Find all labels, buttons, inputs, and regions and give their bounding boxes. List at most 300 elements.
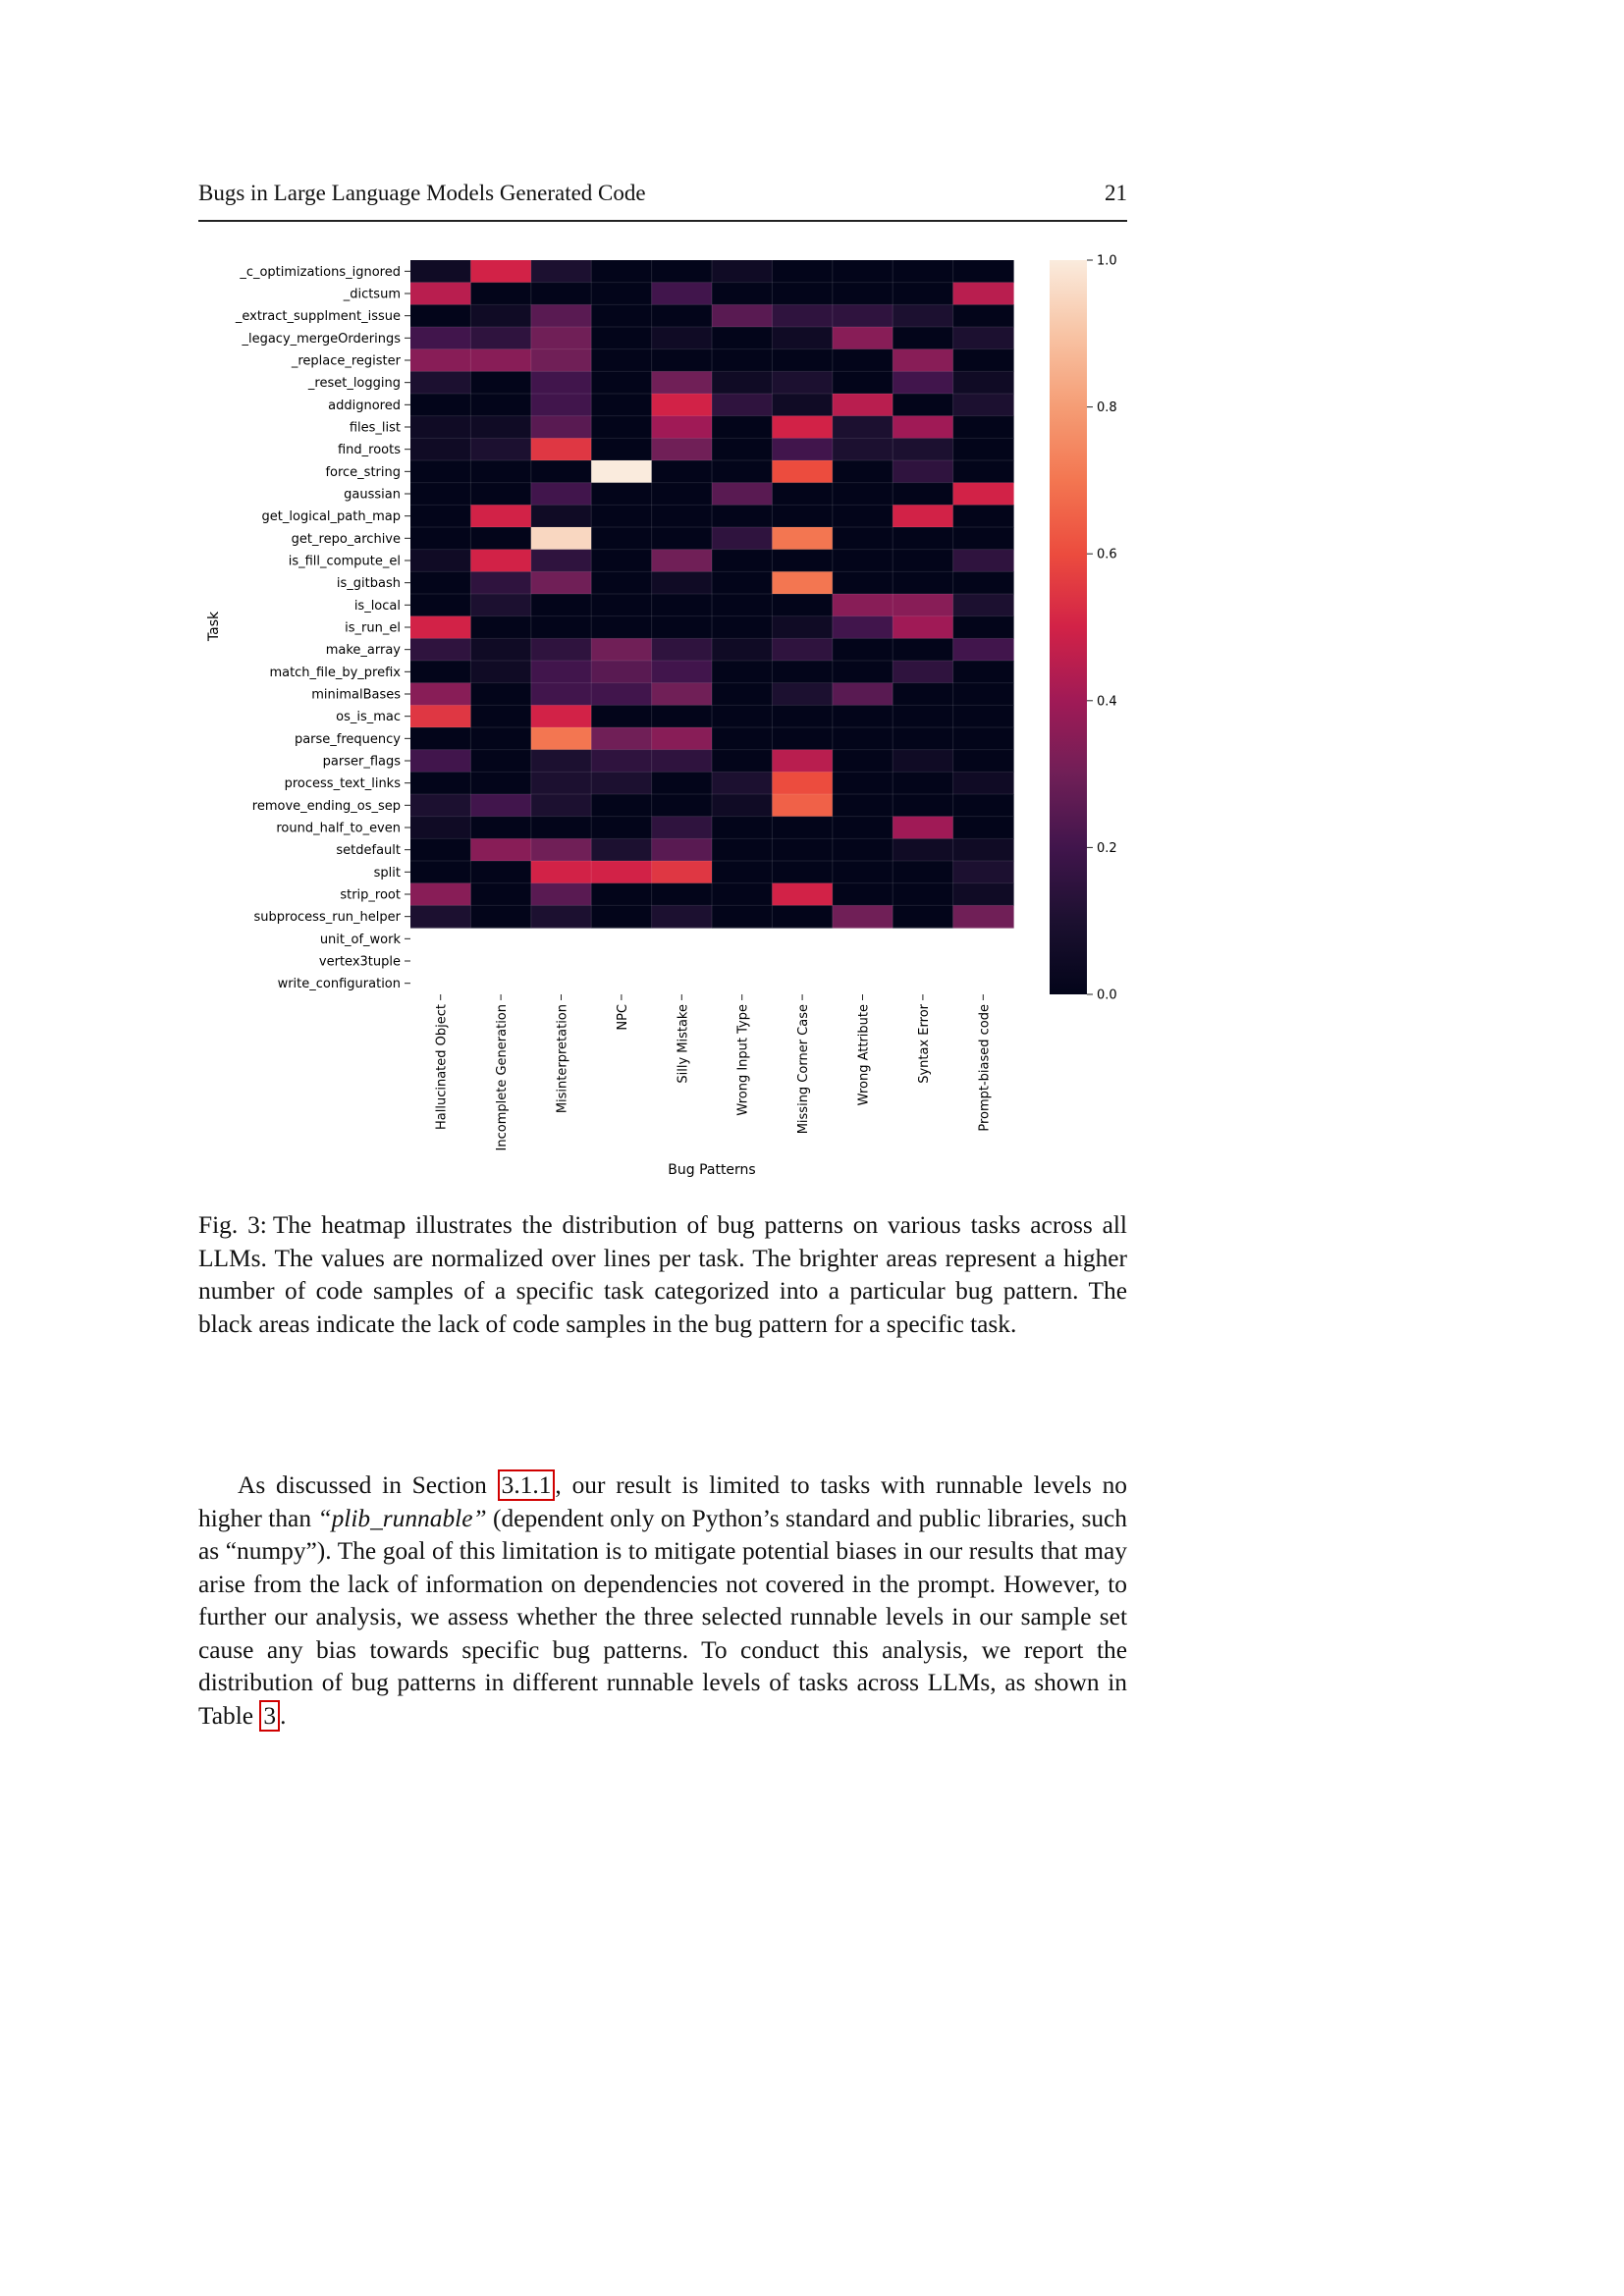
heatmap-cell xyxy=(652,349,713,372)
heatmap-cell xyxy=(531,394,592,416)
heatmap-cell xyxy=(893,883,953,906)
x-tick-label: NPC xyxy=(615,1004,630,1031)
heatmap-cell xyxy=(833,661,893,683)
heatmap-cell xyxy=(470,304,531,327)
heatmap-cell xyxy=(712,616,773,639)
y-tick-label: os_is_mac xyxy=(336,710,401,725)
heatmap-cell xyxy=(410,883,471,906)
caption-label: Fig. 3: xyxy=(198,1211,267,1239)
heatmap-cell xyxy=(470,661,531,683)
y-tick-label: make_array xyxy=(325,643,401,659)
y-tick-label: split xyxy=(373,865,401,881)
heatmap-cell xyxy=(772,794,833,817)
heatmap-cell xyxy=(470,905,531,928)
heatmap-cell xyxy=(410,661,471,683)
heatmap-cell xyxy=(591,283,652,305)
heatmap-cell xyxy=(410,794,471,817)
heatmap-cell xyxy=(652,260,713,283)
heatmap-cell xyxy=(470,550,531,572)
heatmap-cell xyxy=(772,505,833,527)
heatmap-cell xyxy=(652,327,713,349)
heatmap-cell xyxy=(772,527,833,550)
heatmap-cell xyxy=(410,772,471,794)
heatmap-cell xyxy=(712,304,773,327)
colorbar-tick-label: 0.6 xyxy=(1097,547,1117,562)
heatmap-cell xyxy=(893,483,953,506)
heatmap-cell xyxy=(953,750,1014,773)
y-tick-label: strip_root xyxy=(340,887,401,903)
heatmap-cell xyxy=(410,283,471,305)
heatmap-cell xyxy=(591,416,652,439)
section-ref-link[interactable]: 3.1.1 xyxy=(498,1469,556,1501)
heatmap-cell xyxy=(953,327,1014,349)
heatmap-cell xyxy=(712,283,773,305)
y-tick-label: round_half_to_even xyxy=(276,821,401,836)
heatmap-cell xyxy=(470,505,531,527)
heatmap-cell xyxy=(531,594,592,616)
heatmap-cell xyxy=(953,483,1014,506)
heatmap-cell xyxy=(772,460,833,483)
heatmap-cell xyxy=(712,638,773,661)
heatmap-cell xyxy=(531,438,592,460)
heatmap-cell xyxy=(531,550,592,572)
y-tick-label: write_configuration xyxy=(277,977,401,992)
heatmap-cell xyxy=(531,817,592,839)
heatmap-cell xyxy=(712,460,773,483)
heatmap-cell xyxy=(712,794,773,817)
heatmap-cell xyxy=(591,883,652,906)
heatmap-cell xyxy=(410,304,471,327)
heatmap-cell xyxy=(410,460,471,483)
heatmap-cell xyxy=(531,905,592,928)
heatmap-cell xyxy=(652,283,713,305)
heatmap-cell xyxy=(652,861,713,883)
colorbar-tick-label: 0.0 xyxy=(1097,988,1117,1003)
heatmap-cell xyxy=(772,838,833,861)
heatmap-cell xyxy=(772,394,833,416)
heatmap-cell xyxy=(893,772,953,794)
heatmap-cell xyxy=(893,349,953,372)
heatmap-cell xyxy=(833,438,893,460)
heatmap-cell xyxy=(531,349,592,372)
heatmap-cell xyxy=(893,838,953,861)
heatmap-cell xyxy=(531,883,592,906)
heatmap-cell xyxy=(531,460,592,483)
heatmap-cell xyxy=(531,483,592,506)
heatmap-cell xyxy=(591,838,652,861)
heatmap-cell xyxy=(410,594,471,616)
heatmap-cell xyxy=(531,661,592,683)
heatmap-cell xyxy=(772,550,833,572)
y-tick-label: find_roots xyxy=(337,443,401,458)
heatmap-cell xyxy=(953,817,1014,839)
heatmap-cell xyxy=(712,727,773,750)
running-title: Bugs in Large Language Models Generated Code xyxy=(198,181,646,205)
heatmap-cell xyxy=(410,327,471,349)
y-tick-label: _dictsum xyxy=(343,287,401,302)
heatmap-cell xyxy=(652,571,713,594)
heatmap-cell xyxy=(470,883,531,906)
heatmap-cell xyxy=(893,438,953,460)
heatmap-cell xyxy=(953,394,1014,416)
heatmap-cell xyxy=(470,727,531,750)
heatmap-cell xyxy=(893,750,953,773)
x-tick-label: Missing Corner Case xyxy=(796,1004,812,1135)
heatmap-cell xyxy=(953,861,1014,883)
heatmap-cell xyxy=(712,750,773,773)
heatmap-cell xyxy=(591,638,652,661)
heatmap-cell xyxy=(772,571,833,594)
heatmap-cell xyxy=(893,527,953,550)
heatmap-cell xyxy=(531,416,592,439)
heatmap-cell xyxy=(591,861,652,883)
heatmap-cell xyxy=(410,527,471,550)
heatmap-cell xyxy=(470,283,531,305)
heatmap-cell xyxy=(833,638,893,661)
heatmap-cell xyxy=(953,905,1014,928)
heatmap-cell xyxy=(953,460,1014,483)
colorbar-tick-label: 1.0 xyxy=(1097,253,1117,269)
heatmap-cell xyxy=(652,460,713,483)
heatmap-cell xyxy=(410,371,471,394)
heatmap-cell xyxy=(712,416,773,439)
heatmap-cell xyxy=(833,861,893,883)
y-tick-label: parse_frequency xyxy=(294,731,401,747)
paragraph-text: , our result is limited to tasks with runnable levels no higher than xyxy=(198,1471,1127,1532)
heatmap-cell xyxy=(712,594,773,616)
heatmap-cell xyxy=(772,817,833,839)
heatmap-cell xyxy=(410,416,471,439)
heatmap-cell xyxy=(772,772,833,794)
heatmap-cell xyxy=(470,817,531,839)
heatmap-cell xyxy=(772,683,833,706)
y-tick-label: get_logical_path_map xyxy=(261,509,401,525)
heatmap-cell xyxy=(531,683,592,706)
heatmap-cell xyxy=(531,505,592,527)
heatmap-cell xyxy=(893,861,953,883)
y-tick-label: setdefault xyxy=(336,843,401,859)
heatmap-cell xyxy=(833,394,893,416)
heatmap-cell xyxy=(652,705,713,727)
heatmap-cell xyxy=(712,772,773,794)
y-tick-label: process_text_links xyxy=(284,776,401,792)
heatmap-cell xyxy=(772,727,833,750)
heatmap-cell xyxy=(893,327,953,349)
heatmap-cell xyxy=(410,438,471,460)
y-tick-label: gaussian xyxy=(344,487,401,503)
heatmap-cell xyxy=(833,527,893,550)
heatmap-cell xyxy=(772,861,833,883)
heatmap-cell xyxy=(893,705,953,727)
heatmap-cell xyxy=(833,905,893,928)
heatmap-cell xyxy=(772,371,833,394)
heatmap-cell xyxy=(591,727,652,750)
heatmap-cell xyxy=(531,304,592,327)
heatmap-cell xyxy=(591,905,652,928)
heatmap-cell xyxy=(591,772,652,794)
heatmap-cell xyxy=(470,794,531,817)
heatmap-cell xyxy=(833,683,893,706)
heatmap-cell xyxy=(591,394,652,416)
heatmap-cell xyxy=(470,838,531,861)
heatmap-cell xyxy=(470,571,531,594)
heatmap-cell xyxy=(893,571,953,594)
heatmap-cell xyxy=(531,750,592,773)
heatmap-cell xyxy=(591,817,652,839)
heatmap-cell xyxy=(953,527,1014,550)
y-tick-label: parser_flags xyxy=(322,754,401,770)
colorbar-ticks xyxy=(1087,254,1117,1003)
heatmap-cell xyxy=(833,772,893,794)
heatmap-cell xyxy=(591,571,652,594)
heatmap-cell xyxy=(712,683,773,706)
heatmap-cell xyxy=(531,571,592,594)
heatmap-cell xyxy=(531,283,592,305)
heatmap-cell xyxy=(531,772,592,794)
y-tick-label: files_list xyxy=(349,420,401,436)
heatmap-cell xyxy=(953,705,1014,727)
heatmap-cell xyxy=(712,349,773,372)
heatmap-cell xyxy=(470,460,531,483)
heatmap-cell xyxy=(953,416,1014,439)
heatmap-cell xyxy=(410,505,471,527)
heatmap-cell xyxy=(712,394,773,416)
heatmap-cell xyxy=(591,260,652,283)
y-tick-label: subprocess_run_helper xyxy=(253,910,401,926)
heatmap-cell xyxy=(531,371,592,394)
heatmap-cell xyxy=(953,727,1014,750)
heatmap-cell xyxy=(531,327,592,349)
y-tick-labels xyxy=(235,265,410,991)
heatmap-cell xyxy=(531,838,592,861)
table-ref-link[interactable]: 3 xyxy=(259,1700,280,1732)
heatmap-cell xyxy=(591,705,652,727)
heatmap-cell xyxy=(410,750,471,773)
colorbar-tick-label: 0.2 xyxy=(1097,840,1117,856)
heatmap-cell xyxy=(953,772,1014,794)
y-tick-label: is_run_el xyxy=(345,620,401,636)
heatmap-cell xyxy=(893,371,953,394)
heatmap-cell xyxy=(712,371,773,394)
y-tick-label: force_string xyxy=(325,464,401,480)
heatmap-cell xyxy=(953,794,1014,817)
heatmap-cell xyxy=(772,750,833,773)
heatmap-cell xyxy=(953,505,1014,527)
heatmap-cell xyxy=(470,327,531,349)
heatmap-cell xyxy=(893,304,953,327)
heatmap-cell xyxy=(470,349,531,372)
heatmap-cell xyxy=(531,705,592,727)
heatmap-cell xyxy=(953,571,1014,594)
heatmap-cell xyxy=(652,483,713,506)
heatmap-cell xyxy=(833,794,893,817)
heatmap-cell xyxy=(772,905,833,928)
heatmap-cell xyxy=(591,505,652,527)
heatmap-cell xyxy=(410,705,471,727)
heatmap-cell xyxy=(772,705,833,727)
heatmap-cell xyxy=(772,304,833,327)
heatmap-cell xyxy=(652,438,713,460)
y-tick-label: _c_optimizations_ignored xyxy=(240,264,401,280)
y-tick-label: remove_ending_os_sep xyxy=(251,798,401,814)
heatmap-cell xyxy=(953,304,1014,327)
heatmap-cell xyxy=(953,638,1014,661)
heatmap-cell xyxy=(410,550,471,572)
heatmap-cell xyxy=(410,638,471,661)
x-tick-label: Syntax Error xyxy=(916,1004,932,1084)
heatmap-cell xyxy=(410,349,471,372)
heatmap-cell xyxy=(833,750,893,773)
heatmap-cell xyxy=(712,861,773,883)
heatmap-cell xyxy=(591,550,652,572)
heatmap-cell xyxy=(470,772,531,794)
y-tick-label: get_repo_archive xyxy=(291,531,401,547)
y-tick-label: unit_of_work xyxy=(319,932,401,947)
heatmap-cell xyxy=(712,483,773,506)
y-tick-label: minimalBases xyxy=(311,687,401,703)
heatmap-cell xyxy=(772,483,833,506)
heatmap-cell xyxy=(591,327,652,349)
heatmap-cell xyxy=(410,727,471,750)
heatmap-cell xyxy=(652,661,713,683)
heatmap-cell xyxy=(833,705,893,727)
heatmap-cell xyxy=(470,616,531,639)
y-tick-label: is_fill_compute_el xyxy=(288,554,401,569)
heatmap-cell xyxy=(652,304,713,327)
heatmap-cell xyxy=(470,683,531,706)
heatmap-cell xyxy=(652,794,713,817)
heatmap-cell xyxy=(953,260,1014,283)
heatmap-cell xyxy=(591,371,652,394)
heatmap-cell xyxy=(772,594,833,616)
y-tick-label: is_local xyxy=(353,598,401,614)
heatmap-cell xyxy=(652,727,713,750)
heatmap-cell xyxy=(652,683,713,706)
x-axis-label: Bug Patterns xyxy=(668,1162,756,1178)
heatmap-cell xyxy=(833,505,893,527)
heatmap-cell xyxy=(893,394,953,416)
heatmap-cell xyxy=(531,638,592,661)
heatmap-cell xyxy=(591,483,652,506)
heatmap-cell xyxy=(652,817,713,839)
y-tick-label: _legacy_mergeOrderings xyxy=(242,331,401,347)
heatmap-cell xyxy=(833,349,893,372)
heatmap-cell xyxy=(772,260,833,283)
heatmap-cell xyxy=(953,550,1014,572)
heatmap-cell xyxy=(470,594,531,616)
heatmap-cell xyxy=(531,727,592,750)
paragraph-text: (dependent only on Python’s standard and public libraries, such as “numpy”). The goal of this limitation is to mitigate potential biases in our results that may arise from the lack of information on dependencies not covered in the prompt. However, to further our analysis, we assess whether the three selected runnable levels in our sample set cause any bias towards specific bug patterns. To conduct this analysis, we report the distribution of bug patterns in different runnable levels of tasks across LLMs, as shown in Table xyxy=(198,1504,1127,1730)
heatmap-cell xyxy=(953,661,1014,683)
heatmap-cell xyxy=(410,817,471,839)
heatmap-cell xyxy=(833,594,893,616)
heatmap-cell xyxy=(893,550,953,572)
y-tick-label: _reset_logging xyxy=(307,376,401,392)
figure-caption xyxy=(198,1209,1127,1341)
y-tick-label: _extract_supplment_issue xyxy=(235,309,401,325)
caption-text: The heatmap illustrates the distribution of bug patterns on various tasks across all LLMs. The values are normalized over lines per task. The brighter areas represent a higher number of code samples of a specific task categorized into a particular bug pattern. The black areas indicate the lack of code samples in the bug pattern for a specific task. xyxy=(198,1211,1127,1338)
heatmap-cell xyxy=(893,616,953,639)
heatmap-cell xyxy=(591,594,652,616)
heatmap-cell xyxy=(893,817,953,839)
heatmap-cell xyxy=(591,750,652,773)
x-tick-label: Hallucinated Object xyxy=(434,1004,450,1130)
heatmap-cell xyxy=(591,683,652,706)
heatmap-cell xyxy=(953,616,1014,639)
heatmap-cell xyxy=(833,304,893,327)
heatmap-cell xyxy=(652,905,713,928)
heatmap-cell xyxy=(953,371,1014,394)
heatmap-cell xyxy=(712,260,773,283)
y-tick-label: vertex3tuple xyxy=(318,954,401,970)
heatmap-cell xyxy=(470,260,531,283)
x-tick-label: Silly Mistake xyxy=(676,1004,691,1084)
x-tick-labels xyxy=(435,994,993,1150)
heatmap-cell xyxy=(953,883,1014,906)
heatmap-cell xyxy=(470,861,531,883)
heatmap-cell xyxy=(591,304,652,327)
heatmap-cell xyxy=(953,683,1014,706)
heatmap-cell xyxy=(833,838,893,861)
y-tick-label: addignored xyxy=(328,398,401,413)
heatmap-cell xyxy=(470,638,531,661)
heatmap-cell xyxy=(410,571,471,594)
x-tick-label: Prompt-biased code xyxy=(977,1004,993,1132)
heatmap-cell xyxy=(652,505,713,527)
heatmap-cell xyxy=(833,327,893,349)
heatmap-cell xyxy=(772,438,833,460)
heatmap-cell xyxy=(591,661,652,683)
heatmap-cell xyxy=(833,571,893,594)
colorbar xyxy=(1050,260,1087,994)
heatmap-cell xyxy=(410,394,471,416)
heatmap-cell xyxy=(652,638,713,661)
heatmap-cell xyxy=(652,527,713,550)
heatmap-cell xyxy=(712,327,773,349)
heatmap-cell xyxy=(893,727,953,750)
heatmap-cell xyxy=(893,594,953,616)
heatmap-cell xyxy=(772,616,833,639)
heatmap-cell xyxy=(893,460,953,483)
x-tick-label: Wrong Input Type xyxy=(735,1004,751,1116)
heatmap-cell xyxy=(833,616,893,639)
heatmap-cell xyxy=(712,438,773,460)
heatmap-cell xyxy=(591,794,652,817)
heatmap-cell xyxy=(953,283,1014,305)
heatmap-cell xyxy=(712,838,773,861)
heatmap-cell xyxy=(470,438,531,460)
heatmap-cell xyxy=(652,838,713,861)
heatmap-cell xyxy=(712,883,773,906)
heatmap-cell xyxy=(893,260,953,283)
heatmap-cell xyxy=(772,327,833,349)
colorbar-tick-label: 0.8 xyxy=(1097,400,1117,416)
heatmap-cell xyxy=(712,550,773,572)
heatmap-cell xyxy=(833,483,893,506)
heatmap-cell xyxy=(833,260,893,283)
page-number: 21 xyxy=(1105,181,1127,205)
heatmap-cell xyxy=(833,727,893,750)
heatmap-cell xyxy=(531,616,592,639)
heatmap-cell xyxy=(410,683,471,706)
heatmap-cell xyxy=(652,594,713,616)
heatmap-cell xyxy=(652,616,713,639)
body-paragraph xyxy=(198,1469,1127,1733)
heatmap-cell xyxy=(772,416,833,439)
heatmap-cell xyxy=(712,817,773,839)
heatmap-cell xyxy=(410,483,471,506)
heatmap-cell xyxy=(772,883,833,906)
